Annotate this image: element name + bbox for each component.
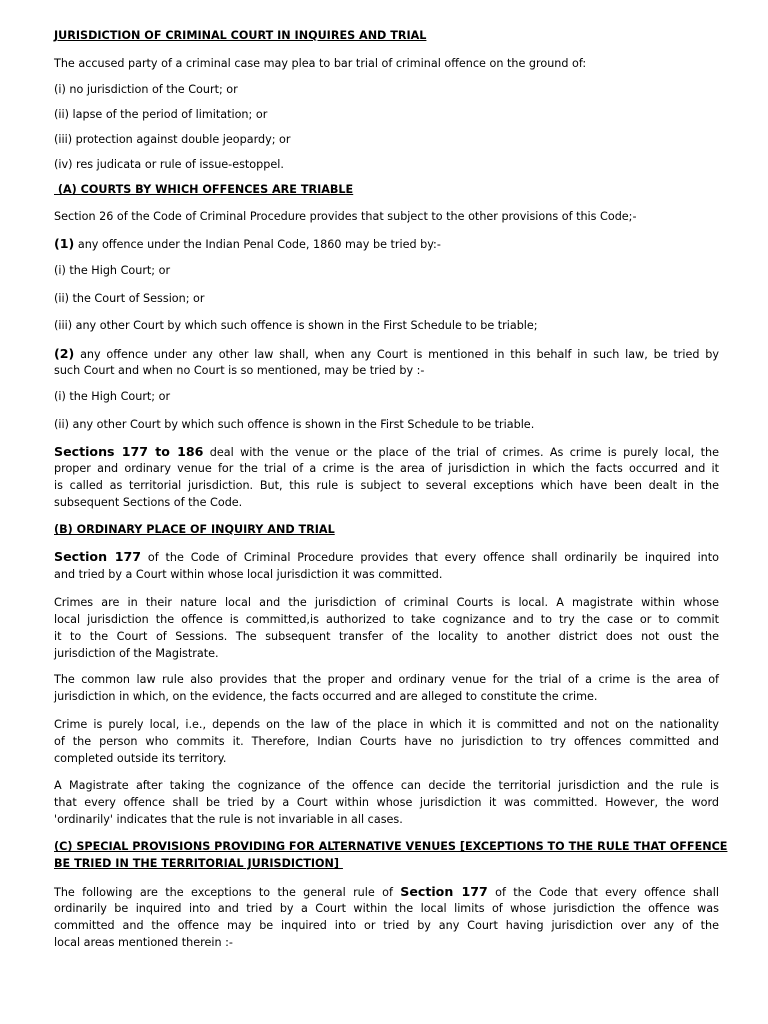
section-c-p1-text: of the Code that every offence shall	[487, 886, 719, 899]
section-reference: Section 177	[400, 884, 488, 899]
section-b-p3-line: jurisdiction in which, on the evidence, the facts occurred and are alleged to constitute the crime.	[54, 690, 598, 703]
section-c-p1-line: local areas mentioned therein :-	[54, 936, 233, 949]
sections-reference: Sections 177 to 186	[54, 444, 204, 459]
ground-item: (i) no jurisdiction of the Court; or	[54, 83, 238, 96]
clause-1-number: (1)	[54, 236, 75, 251]
section-a-heading: (A) COURTS BY WHICH OFFENCES ARE TRIABLE	[54, 183, 354, 196]
section-c-heading: (C) SPECIAL PROVISIONS PROVIDING FOR ALTERNATIVE VENUES [EXCEPTIONS TO THE RULE THAT OFFENCE	[54, 840, 728, 853]
clause-2-number: (2)	[54, 346, 75, 361]
section-b-p1-text: of the Code of Criminal Procedure provides that every offence shall ordinarily be inquired into	[141, 551, 719, 564]
section-b-p2-line: local jurisdiction the offence is committed,is authorized to take cognizance and to try the case or to commit	[54, 613, 719, 626]
venue-paragraph-line: proper and ordinary venue for the trial of a crime is the area of jurisdiction in which the facts occurred and it	[54, 462, 719, 475]
section-b-p4-line: of the person who commits it. Therefore, Indian Courts have no jurisdiction to try offences committed and	[54, 735, 719, 748]
section-b-p1-line: and tried by a Court within whose local jurisdiction it was committed.	[54, 568, 443, 581]
section-a-intro: Section 26 of the Code of Criminal Procedure provides that subject to the other provisions of this Code;-	[54, 210, 637, 223]
section-b-p1-line	[54, 550, 719, 565]
clause-2-text: any offence under any other law shall, when any Court is mentioned in this behalf in such law, be tried by	[74, 348, 719, 361]
intro-paragraph: The accused party of a criminal case may plea to bar trial of criminal offence on the ground of:	[54, 57, 587, 70]
section-c-heading: BE TRIED IN THE TERRITORIAL JURISDICTION]	[54, 857, 343, 870]
section-c-p1-line: ordinarily be inquired into and tried by a Court within the local limits of whose jurisdiction the offence was	[54, 902, 719, 915]
venue-paragraph-line	[54, 445, 719, 460]
section-c-p1-line: committed and the offence may be inquired into or tried by any Court having jurisdiction over any of the	[54, 919, 719, 932]
section-b-heading: (B) ORDINARY PLACE OF INQUIRY AND TRIAL	[54, 523, 335, 536]
section-c-p1-text: The following are the exceptions to the general rule of	[54, 886, 401, 899]
venue-paragraph-line: is called as territorial jurisdiction. But, this rule is subject to several exceptions which have been dealt in the	[54, 479, 719, 492]
venue-paragraph-line: subsequent Sections of the Code.	[54, 496, 243, 509]
clause-2-line	[54, 347, 719, 362]
clause-1-item: (iii) any other Court by which such offence is shown in the First Schedule to be triable;	[54, 319, 538, 332]
clause-1-item: (ii) the Court of Session; or	[54, 292, 205, 305]
clause-1-item: (i) the High Court; or	[54, 264, 171, 277]
section-b-p5-line: 'ordinarily' indicates that the rule is not invariable in all cases.	[54, 813, 403, 826]
section-b-p3-line: The common law rule also provides that the proper and ordinary venue for the trial of a crime is the area of	[54, 673, 719, 686]
section-c-p1-line	[54, 885, 719, 900]
section-reference: Section 177	[54, 549, 142, 564]
clause-2-line: such Court and when no Court is so mentioned, may be tried by :-	[54, 364, 425, 377]
clause-2-item: (i) the High Court; or	[54, 390, 171, 403]
section-b-p4-line: Crime is purely local, i.e., depends on the law of the place in which it is committed and not on the nationality	[54, 718, 719, 731]
clause-1-text: any offence under the Indian Penal Code, 1860 may be tried by:-	[74, 238, 441, 251]
section-b-p2-line: Crimes are in their nature local and the jurisdiction of criminal Courts is local. A magistrate within whose	[54, 596, 719, 609]
section-b-p4-line: completed outside its territory.	[54, 752, 227, 765]
ground-item: (iv) res judicata or rule of issue-estoppel.	[54, 158, 284, 171]
page-title: JURISDICTION OF CRIMINAL COURT IN INQUIRES AND TRIAL	[54, 29, 427, 42]
clause-1	[54, 237, 441, 252]
clause-2-item: (ii) any other Court by which such offence is shown in the First Schedule to be triable.	[54, 418, 535, 431]
section-b-p2-line: it to the Court of Sessions. The subsequent transfer of the locality to another district does not oust the	[54, 630, 719, 643]
section-b-p2-line: jurisdiction of the Magistrate.	[54, 647, 219, 660]
section-b-p5-line: that every offence shall be tried by a Court within whose jurisdiction it was committed. However, the word	[54, 796, 719, 809]
ground-item: (ii) lapse of the period of limitation; or	[54, 108, 268, 121]
section-b-p5-line: A Magistrate after taking the cognizance of the offence can decide the territorial jurisdiction and the rule is	[54, 779, 719, 792]
venue-paragraph-text: deal with the venue or the place of the trial of crimes. As crime is purely local, the	[203, 446, 719, 459]
ground-item: (iii) protection against double jeopardy; or	[54, 133, 291, 146]
